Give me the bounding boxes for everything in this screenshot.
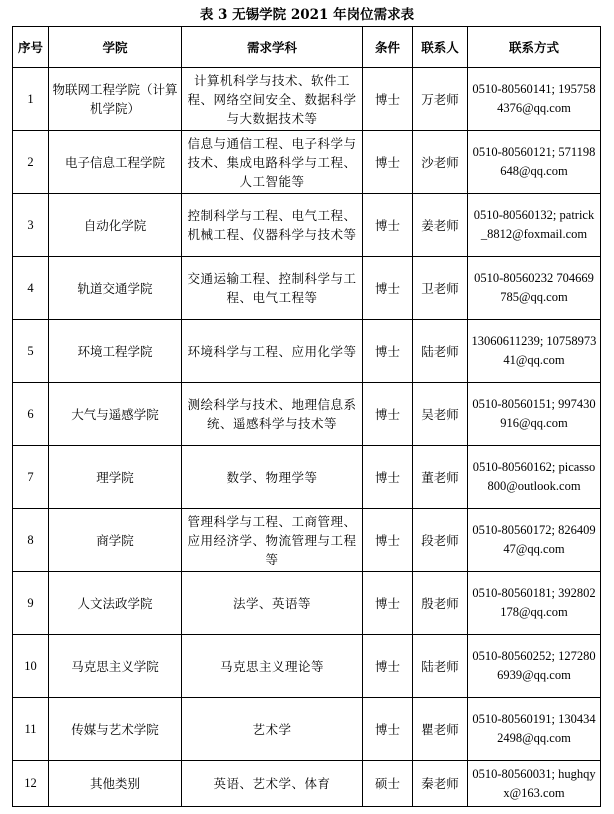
subjects-cell: 信息与通信工程、电子科学与技术、集成电路科学与工程、人工智能等 (182, 131, 363, 194)
contact-person-cell: 万老师 (413, 68, 468, 131)
contact-method-cell: 0510-80560121; 571198648@qq.com (468, 131, 601, 194)
header-method: 联系方式 (468, 27, 601, 68)
contact-method-cell: 13060611239; 1075897341@qq.com (468, 320, 601, 383)
row-number: 11 (13, 698, 49, 761)
contact-method-cell: 0510-80560162; picasso800@outlook.com (468, 446, 601, 509)
row-number: 12 (13, 761, 49, 807)
subjects-cell: 环境科学与工程、应用化学等 (182, 320, 363, 383)
contact-method-cell: 0510-80560151; 997430916@qq.com (468, 383, 601, 446)
college-cell: 传媒与艺术学院 (49, 698, 182, 761)
contact-method-cell: 0510-80560232 704669785@qq.com (468, 257, 601, 320)
row-number: 7 (13, 446, 49, 509)
condition-cell: 博士 (363, 698, 413, 761)
subjects-cell: 马克思主义理论等 (182, 635, 363, 698)
subjects-cell: 英语、艺术学、体育 (182, 761, 363, 807)
table-row (13, 320, 601, 383)
subjects-cell: 艺术学 (182, 698, 363, 761)
header-seq: 序号 (13, 27, 49, 68)
contact-method-cell: 0510-80560132; patrick_8812@foxmail.com (468, 194, 601, 257)
table-header-row (13, 27, 601, 68)
row-number: 3 (13, 194, 49, 257)
condition-cell: 博士 (363, 257, 413, 320)
college-cell: 马克思主义学院 (49, 635, 182, 698)
college-cell: 商学院 (49, 509, 182, 572)
condition-cell: 博士 (363, 320, 413, 383)
header-subjects: 需求学科 (182, 27, 363, 68)
college-cell: 理学院 (49, 446, 182, 509)
college-cell: 轨道交通学院 (49, 257, 182, 320)
table-row (13, 698, 601, 761)
contact-method-cell: 0510-80560031; hughqyx@163.com (468, 761, 601, 807)
contact-person-cell: 瞿老师 (413, 698, 468, 761)
row-number: 2 (13, 131, 49, 194)
contact-person-cell: 殷老师 (413, 572, 468, 635)
table-row (13, 131, 601, 194)
row-number: 4 (13, 257, 49, 320)
contact-method-cell: 0510-80560172; 82640947@qq.com (468, 509, 601, 572)
table-caption: 表 3 无锡学院 2021 年岗位需求表 (199, 7, 415, 23)
condition-cell: 博士 (363, 131, 413, 194)
header-college: 学院 (49, 27, 182, 68)
table-row (13, 572, 601, 635)
college-cell: 其他类别 (49, 761, 182, 807)
table-row (13, 635, 601, 698)
condition-cell: 博士 (363, 383, 413, 446)
contact-method-cell: 0510-80560191; 1304342498@qq.com (468, 698, 601, 761)
college-cell: 环境工程学院 (49, 320, 182, 383)
position-demand-table (12, 26, 601, 807)
contact-method-cell: 0510-80560181; 392802178@qq.com (468, 572, 601, 635)
row-number: 6 (13, 383, 49, 446)
row-number: 9 (13, 572, 49, 635)
table-row (13, 761, 601, 807)
contact-person-cell: 董老师 (413, 446, 468, 509)
college-cell: 人文法政学院 (49, 572, 182, 635)
condition-cell: 博士 (363, 194, 413, 257)
row-number: 1 (13, 68, 49, 131)
subjects-cell: 控制科学与工程、电气工程、机械工程、仪器科学与技术等 (182, 194, 363, 257)
subjects-cell: 数学、物理学等 (182, 446, 363, 509)
subjects-cell: 管理科学与工程、工商管理、应用经济学、物流管理与工程等 (182, 509, 363, 572)
table-row (13, 509, 601, 572)
condition-cell: 博士 (363, 572, 413, 635)
college-cell: 电子信息工程学院 (49, 131, 182, 194)
college-cell: 大气与遥感学院 (49, 383, 182, 446)
contact-person-cell: 陆老师 (413, 320, 468, 383)
condition-cell: 博士 (363, 68, 413, 131)
contact-person-cell: 沙老师 (413, 131, 468, 194)
college-cell: 物联网工程学院（计算机学院） (49, 68, 182, 131)
contact-method-cell: 0510-80560141; 1957584376@qq.com (468, 68, 601, 131)
condition-cell: 硕士 (363, 761, 413, 807)
contact-person-cell: 姜老师 (413, 194, 468, 257)
subjects-cell: 测绘科学与技术、地理信息系统、遥感科学与技术等 (182, 383, 363, 446)
table-row (13, 257, 601, 320)
subjects-cell: 交通运输工程、控制科学与工程、电气工程等 (182, 257, 363, 320)
contact-method-cell: 0510-80560252; 1272806939@qq.com (468, 635, 601, 698)
row-number: 10 (13, 635, 49, 698)
subjects-cell: 法学、英语等 (182, 572, 363, 635)
college-cell: 自动化学院 (49, 194, 182, 257)
table-row (13, 194, 601, 257)
contact-person-cell: 卫老师 (413, 257, 468, 320)
table-row (13, 383, 601, 446)
header-condition: 条件 (363, 27, 413, 68)
contact-person-cell: 段老师 (413, 509, 468, 572)
contact-person-cell: 秦老师 (413, 761, 468, 807)
table-row (13, 446, 601, 509)
contact-person-cell: 陆老师 (413, 635, 468, 698)
table-row (13, 68, 601, 131)
condition-cell: 博士 (363, 509, 413, 572)
row-number: 5 (13, 320, 49, 383)
header-contact: 联系人 (413, 27, 468, 68)
condition-cell: 博士 (363, 635, 413, 698)
condition-cell: 博士 (363, 446, 413, 509)
row-number: 8 (13, 509, 49, 572)
subjects-cell: 计算机科学与技术、软件工程、网络空间安全、数据科学与大数据技术等 (182, 68, 363, 131)
contact-person-cell: 吴老师 (413, 383, 468, 446)
